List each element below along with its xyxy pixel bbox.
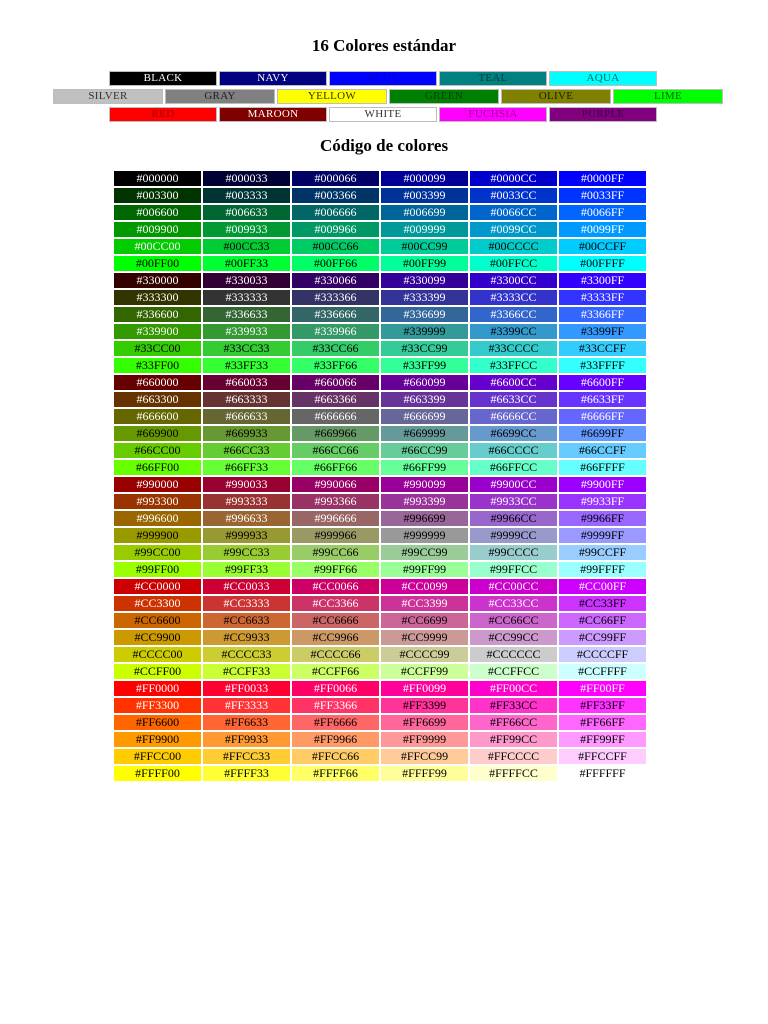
color-code-cell: #CC9999 [381, 630, 468, 645]
color-code-row [114, 256, 646, 271]
color-code-cell: #330000 [114, 273, 201, 288]
color-code-cell: #336633 [203, 307, 290, 322]
color-code-cell: #330066 [292, 273, 379, 288]
color-code-cell: #FF00CC [470, 681, 557, 696]
color-code-cell: #000066 [292, 171, 379, 186]
color-code-cell: #CCFFFF [559, 664, 646, 679]
color-code-cell: #669966 [292, 426, 379, 441]
color-code-row [114, 715, 646, 730]
color-code-cell: #9999FF [559, 528, 646, 543]
color-code-cell: #660033 [203, 375, 290, 390]
color-code-row [114, 222, 646, 237]
color-code-cell: #FFCCCC [470, 749, 557, 764]
color-code-cell: #9966FF [559, 511, 646, 526]
color-code-cell: #009999 [381, 222, 468, 237]
color-code-cell: #CCCCCC [470, 647, 557, 662]
color-code-cell: #993366 [292, 494, 379, 509]
color-code-cell: #3333FF [559, 290, 646, 305]
color-code-cell: #FF3300 [114, 698, 201, 713]
color-code-cell: #CCFF33 [203, 664, 290, 679]
color-code-cell: #0066FF [559, 205, 646, 220]
color-code-cell: #FFFFFF [559, 766, 646, 781]
color-code-cell: #99CC33 [203, 545, 290, 560]
color-code-cell: #0033FF [559, 188, 646, 203]
color-code-row [114, 307, 646, 322]
color-code-cell: #CC0099 [381, 579, 468, 594]
color-code-cell: #996600 [114, 511, 201, 526]
color-code-cell: #336666 [292, 307, 379, 322]
color-code-cell: #996633 [203, 511, 290, 526]
color-code-cell: #663333 [203, 392, 290, 407]
color-code-cell: #CC66FF [559, 613, 646, 628]
color-code-cell: #339900 [114, 324, 201, 339]
color-code-cell: #666666 [292, 409, 379, 424]
color-code-cell: #6600CC [470, 375, 557, 390]
color-code-cell: #6666FF [559, 409, 646, 424]
color-code-cell: #33CC99 [381, 341, 468, 356]
color-code-cell: #006600 [114, 205, 201, 220]
color-code-cell: #00CC66 [292, 239, 379, 254]
color-code-cell: #33FF33 [203, 358, 290, 373]
std-color-blue: BLUE [329, 71, 437, 86]
color-code-cell: #CC66CC [470, 613, 557, 628]
color-code-cell: #3300CC [470, 273, 557, 288]
color-code-cell: #339933 [203, 324, 290, 339]
std-color-gray: GRAY [165, 89, 275, 104]
color-code-cell: #3366FF [559, 307, 646, 322]
color-code-cell: #CC00CC [470, 579, 557, 594]
color-code-cell: #FF33CC [470, 698, 557, 713]
std-color-aqua: AQUA [549, 71, 657, 86]
color-code-cell: #66CC66 [292, 443, 379, 458]
color-code-cell: #666699 [381, 409, 468, 424]
color-code-cell: #66CC99 [381, 443, 468, 458]
color-code-cell: #CC3333 [203, 596, 290, 611]
color-code-row [114, 375, 646, 390]
color-code-cell: #99FF33 [203, 562, 290, 577]
color-code-row [114, 409, 646, 424]
color-code-cell: #6633FF [559, 392, 646, 407]
color-code-cell: #99CC99 [381, 545, 468, 560]
color-code-cell: #CCFF99 [381, 664, 468, 679]
color-code-cell: #FF0033 [203, 681, 290, 696]
color-code-cell: #66CCFF [559, 443, 646, 458]
color-code-cell: #339966 [292, 324, 379, 339]
color-code-row [114, 341, 646, 356]
color-code-row [114, 596, 646, 611]
color-code-cell: #CC0066 [292, 579, 379, 594]
color-code-cell: #CCFFCC [470, 664, 557, 679]
color-code-row [114, 477, 646, 492]
color-code-cell: #9966CC [470, 511, 557, 526]
color-code-cell: #CC3366 [292, 596, 379, 611]
color-code-cell: #99FFCC [470, 562, 557, 577]
color-code-cell: #6633CC [470, 392, 557, 407]
color-code-row [114, 494, 646, 509]
color-code-cell: #660099 [381, 375, 468, 390]
color-code-row [114, 392, 646, 407]
color-code-cell: #333300 [114, 290, 201, 305]
color-code-cell: #00FF66 [292, 256, 379, 271]
color-code-cell: #FF0066 [292, 681, 379, 696]
color-code-cell: #33CC33 [203, 341, 290, 356]
color-code-cell: #990099 [381, 477, 468, 492]
color-code-cell: #CC6666 [292, 613, 379, 628]
color-code-cell: #CC9900 [114, 630, 201, 645]
color-code-cell: #990066 [292, 477, 379, 492]
color-code-cell: #3333CC [470, 290, 557, 305]
color-code-cell: #669999 [381, 426, 468, 441]
color-code-cell: #CC3300 [114, 596, 201, 611]
color-code-cell: #00FF33 [203, 256, 290, 271]
color-code-cell: #CC99FF [559, 630, 646, 645]
std-color-navy: NAVY [219, 71, 327, 86]
color-code-cell: #003300 [114, 188, 201, 203]
color-code-cell: #336699 [381, 307, 468, 322]
color-code-cell: #FFCCFF [559, 749, 646, 764]
color-code-row [114, 171, 646, 186]
color-code-cell: #996699 [381, 511, 468, 526]
color-code-cell: #99CCFF [559, 545, 646, 560]
standard-colors-row-3 [109, 107, 657, 122]
color-code-cell: #CC0000 [114, 579, 201, 594]
color-code-cell: #FF6633 [203, 715, 290, 730]
color-code-cell: #CC6633 [203, 613, 290, 628]
color-code-cell: #333399 [381, 290, 468, 305]
color-code-cell: #FF9999 [381, 732, 468, 747]
color-code-cell: #003366 [292, 188, 379, 203]
color-code-cell: #999999 [381, 528, 468, 543]
color-code-cell: #FFCC66 [292, 749, 379, 764]
color-code-cell: #FF6699 [381, 715, 468, 730]
color-code-cell: #6600FF [559, 375, 646, 390]
color-code-cell: #6699FF [559, 426, 646, 441]
color-code-row [114, 460, 646, 475]
color-code-row [114, 358, 646, 373]
color-code-cell: #00FFFF [559, 256, 646, 271]
color-code-cell: #FF66CC [470, 715, 557, 730]
color-code-cell: #33CCFF [559, 341, 646, 356]
color-code-row [114, 511, 646, 526]
color-code-cell: #FFFF33 [203, 766, 290, 781]
color-code-row [114, 528, 646, 543]
color-code-row [114, 273, 646, 288]
color-code-cell: #999933 [203, 528, 290, 543]
color-code-cell: #CCCC66 [292, 647, 379, 662]
color-code-row [114, 630, 646, 645]
color-code-cell: #FF3399 [381, 698, 468, 713]
color-code-cell: #66FF00 [114, 460, 201, 475]
color-code-cell: #00CC33 [203, 239, 290, 254]
color-code-cell: #CC9933 [203, 630, 290, 645]
color-code-row [114, 545, 646, 560]
color-code-cell: #00CC99 [381, 239, 468, 254]
color-code-cell: #FFFFCC [470, 766, 557, 781]
color-code-cell: #33FFFF [559, 358, 646, 373]
std-color-maroon: MAROON [219, 107, 327, 122]
color-code-cell: #99FFFF [559, 562, 646, 577]
color-code-row [114, 188, 646, 203]
color-code-cell: #993300 [114, 494, 201, 509]
color-code-cell: #FF99CC [470, 732, 557, 747]
color-code-cell: #9900CC [470, 477, 557, 492]
color-code-cell: #0033CC [470, 188, 557, 203]
color-code-cell: #99FF66 [292, 562, 379, 577]
color-code-cell: #CCCCFF [559, 647, 646, 662]
color-code-cell: #66FFFF [559, 460, 646, 475]
color-code-cell: #660066 [292, 375, 379, 390]
color-code-cell: #CC33FF [559, 596, 646, 611]
color-code-cell: #FFFF66 [292, 766, 379, 781]
color-code-cell: #66FF99 [381, 460, 468, 475]
color-code-cell: #CCCC33 [203, 647, 290, 662]
color-code-cell: #999900 [114, 528, 201, 543]
color-code-cell: #66CC00 [114, 443, 201, 458]
color-code-cell: #336600 [114, 307, 201, 322]
color-code-cell: #FF9933 [203, 732, 290, 747]
color-code-cell: #00FF99 [381, 256, 468, 271]
color-code-cell: #3399FF [559, 324, 646, 339]
color-code-cell: #0099FF [559, 222, 646, 237]
color-code-cell: #663300 [114, 392, 201, 407]
color-code-cell: #660000 [114, 375, 201, 390]
std-color-yellow: YELLOW [277, 89, 387, 104]
color-code-cell: #006666 [292, 205, 379, 220]
color-code-row [114, 443, 646, 458]
color-code-cell: #FF0099 [381, 681, 468, 696]
color-code-cell: #669933 [203, 426, 290, 441]
color-code-cell: #FF66FF [559, 715, 646, 730]
color-code-cell: #33FFCC [470, 358, 557, 373]
std-color-olive: OLIVE [501, 89, 611, 104]
color-code-cell: #00FFCC [470, 256, 557, 271]
color-code-cell: #FF9966 [292, 732, 379, 747]
color-code-cell: #009933 [203, 222, 290, 237]
color-code-cell: #990000 [114, 477, 201, 492]
color-code-cell: #3300FF [559, 273, 646, 288]
standard-colors-row-1 [109, 71, 657, 86]
color-code-cell: #669900 [114, 426, 201, 441]
color-code-cell: #CC6600 [114, 613, 201, 628]
color-code-cell: #0000FF [559, 171, 646, 186]
color-code-cell: #3366CC [470, 307, 557, 322]
color-code-cell: #0099CC [470, 222, 557, 237]
color-code-row [114, 749, 646, 764]
color-code-cell: #CCFF66 [292, 664, 379, 679]
color-code-cell: #FF6600 [114, 715, 201, 730]
color-code-row [114, 732, 646, 747]
color-code-grid [114, 171, 646, 783]
color-code-cell: #FF3333 [203, 698, 290, 713]
color-code-cell: #00FF00 [114, 256, 201, 271]
color-code-cell: #663366 [292, 392, 379, 407]
color-code-cell: #6699CC [470, 426, 557, 441]
color-code-cell: #FFFF99 [381, 766, 468, 781]
color-code-row [114, 426, 646, 441]
color-code-cell: #FFCC33 [203, 749, 290, 764]
color-code-cell: #9933CC [470, 494, 557, 509]
std-color-silver: SILVER [53, 89, 163, 104]
color-code-cell: #66FF33 [203, 460, 290, 475]
color-code-cell: #3399CC [470, 324, 557, 339]
color-code-row [114, 290, 646, 305]
color-code-cell: #333366 [292, 290, 379, 305]
color-code-cell: #CCCC00 [114, 647, 201, 662]
color-code-cell: #FF0000 [114, 681, 201, 696]
color-code-cell: #99FF99 [381, 562, 468, 577]
color-code-cell: #FF6666 [292, 715, 379, 730]
color-code-row [114, 613, 646, 628]
color-code-cell: #CC99CC [470, 630, 557, 645]
color-code-cell: #999966 [292, 528, 379, 543]
std-color-fuchsia: FUCHSIA [439, 107, 547, 122]
color-code-cell: #003333 [203, 188, 290, 203]
color-code-cell: #66CCCC [470, 443, 557, 458]
color-code-cell: #33FF66 [292, 358, 379, 373]
color-code-cell: #330099 [381, 273, 468, 288]
color-code-cell: #993333 [203, 494, 290, 509]
color-code-cell: #FF9900 [114, 732, 201, 747]
color-code-row [114, 205, 646, 220]
color-code-cell: #00CCCC [470, 239, 557, 254]
color-code-cell: #330033 [203, 273, 290, 288]
color-code-cell: #009966 [292, 222, 379, 237]
color-code-cell: #006699 [381, 205, 468, 220]
color-code-cell: #CCCC99 [381, 647, 468, 662]
color-code-row [114, 681, 646, 696]
color-code-cell: #33CCCC [470, 341, 557, 356]
color-code-cell: #000033 [203, 171, 290, 186]
color-code-cell: #33CC00 [114, 341, 201, 356]
color-code-cell: #CC0033 [203, 579, 290, 594]
color-code-cell: #CC33CC [470, 596, 557, 611]
color-code-cell: #000000 [114, 171, 201, 186]
color-code-cell: #FF99FF [559, 732, 646, 747]
color-code-row [114, 698, 646, 713]
color-code-cell: #33CC66 [292, 341, 379, 356]
color-code-row [114, 324, 646, 339]
color-code-row [114, 239, 646, 254]
color-code-cell: #9933FF [559, 494, 646, 509]
color-code-cell: #33FF00 [114, 358, 201, 373]
std-color-red: RED [109, 107, 217, 122]
std-color-green: GREEN [389, 89, 499, 104]
color-code-cell: #66CC33 [203, 443, 290, 458]
color-code-cell: #CC00FF [559, 579, 646, 594]
color-code-cell: #00CCFF [559, 239, 646, 254]
color-code-cell: #CC3399 [381, 596, 468, 611]
color-code-cell: #0000CC [470, 171, 557, 186]
std-color-white: WHITE [329, 107, 437, 122]
color-code-row [114, 647, 646, 662]
color-code-cell: #FF3366 [292, 698, 379, 713]
color-code-row [114, 664, 646, 679]
std-color-purple: PURPLE [549, 107, 657, 122]
color-code-cell: #006633 [203, 205, 290, 220]
color-code-cell: #6666CC [470, 409, 557, 424]
color-code-row [114, 562, 646, 577]
color-code-row [114, 766, 646, 781]
color-code-cell: #993399 [381, 494, 468, 509]
color-code-cell: #666633 [203, 409, 290, 424]
color-code-cell: #33FF99 [381, 358, 468, 373]
color-code-cell: #FF33FF [559, 698, 646, 713]
color-code-cell: #333333 [203, 290, 290, 305]
color-code-cell: #66FFCC [470, 460, 557, 475]
color-code-cell: #9999CC [470, 528, 557, 543]
color-code-cell: #FFFF00 [114, 766, 201, 781]
color-code-cell: #CC6699 [381, 613, 468, 628]
color-code-cell: #66FF66 [292, 460, 379, 475]
color-code-cell: #339999 [381, 324, 468, 339]
color-codes-title: Código de colores [319, 136, 449, 155]
standard-colors-title: 16 Colores estándar [311, 36, 457, 55]
std-color-lime: LIME [613, 89, 723, 104]
color-code-cell: #663399 [381, 392, 468, 407]
color-code-cell: #FFCC99 [381, 749, 468, 764]
color-code-cell: #990033 [203, 477, 290, 492]
std-color-black: BLACK [109, 71, 217, 86]
color-code-cell: #009900 [114, 222, 201, 237]
color-code-cell: #99CC00 [114, 545, 201, 560]
color-code-cell: #996666 [292, 511, 379, 526]
color-code-cell: #9900FF [559, 477, 646, 492]
color-code-cell: #00CC00 [114, 239, 201, 254]
color-code-cell: #000099 [381, 171, 468, 186]
color-code-cell: #003399 [381, 188, 468, 203]
color-code-cell: #FF00FF [559, 681, 646, 696]
color-code-cell: #99CC66 [292, 545, 379, 560]
color-code-cell: #CCFF00 [114, 664, 201, 679]
color-code-row [114, 579, 646, 594]
color-code-cell: #FFCC00 [114, 749, 201, 764]
color-code-cell: #99CCCC [470, 545, 557, 560]
color-code-cell: #0066CC [470, 205, 557, 220]
color-code-cell: #CC9966 [292, 630, 379, 645]
color-code-cell: #666600 [114, 409, 201, 424]
standard-colors-row-2 [53, 89, 723, 104]
color-code-cell: #99FF00 [114, 562, 201, 577]
std-color-teal: TEAL [439, 71, 547, 86]
